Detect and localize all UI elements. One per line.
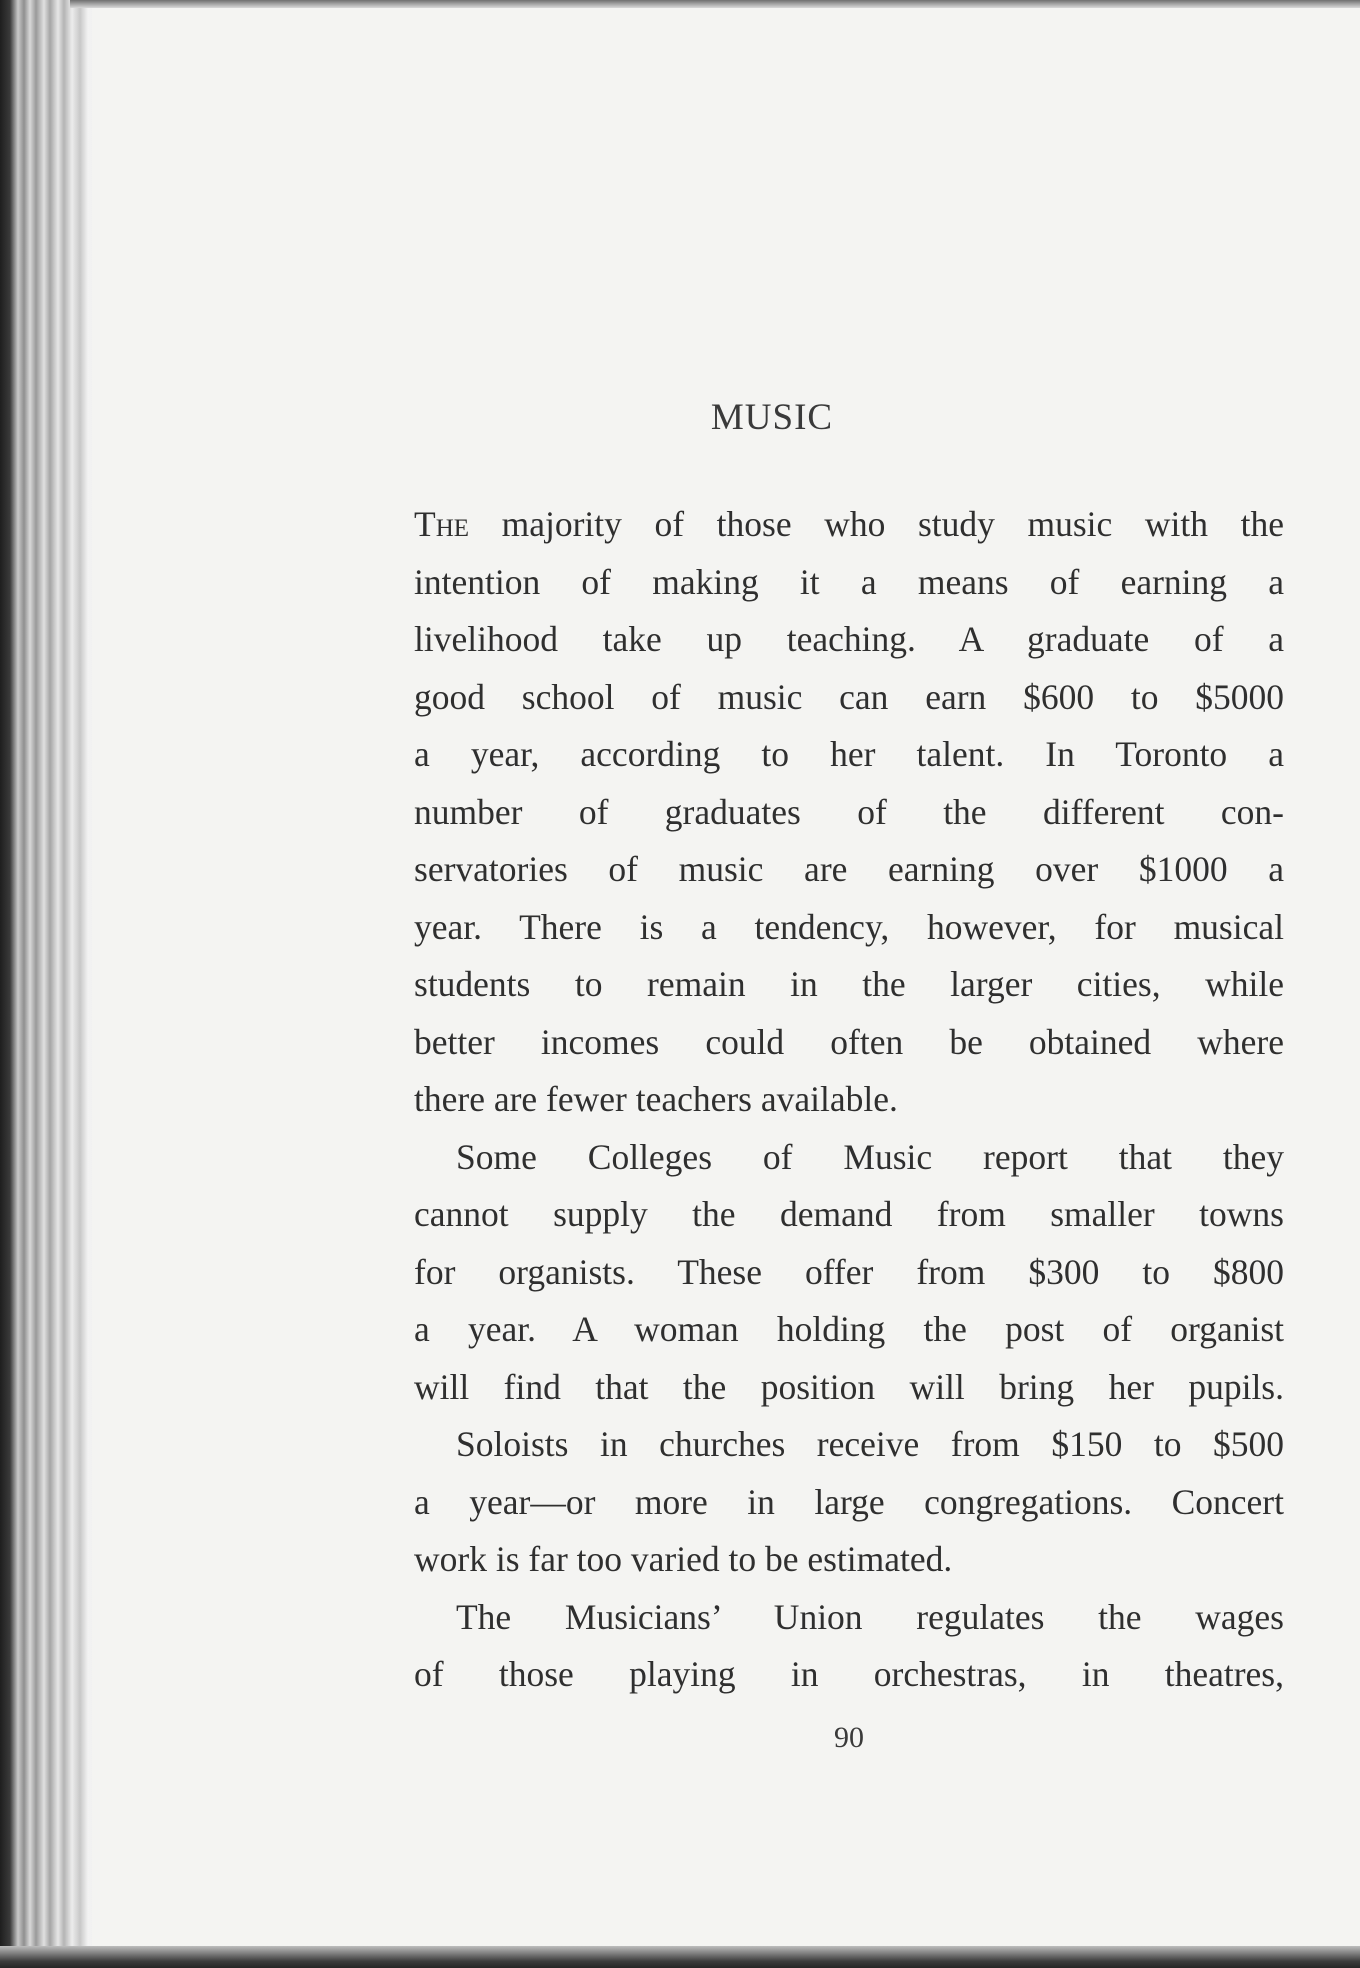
text-line: will find that the position will bring her pupils. — [414, 1366, 1284, 1407]
text-line: cannot supply the demand from smaller towns — [414, 1194, 1284, 1234]
text-line: of those playing in orchestras, in theatres, — [414, 1654, 1284, 1694]
text-line: work is far too varied to be estimated. — [414, 1539, 953, 1579]
text-line: number of graduates of the different con- — [414, 791, 1284, 832]
text-line: Soloists in churches receive from $150 to $500 — [456, 1424, 1284, 1464]
text-line: better incomes could often be obtained where — [414, 1021, 1284, 1062]
book-page — [92, 8, 1360, 1946]
paragraph-2 — [414, 1129, 1284, 1417]
text-line: livelihood take up teaching. A graduate of a — [414, 619, 1284, 659]
text-line: there are fewer teachers available. — [414, 1079, 898, 1119]
body-text — [414, 496, 1284, 1704]
page-number: 90 — [834, 1721, 864, 1754]
text-line: servatories of music are earning over $1000 a — [414, 849, 1284, 889]
chapter-heading: MUSIC — [710, 397, 834, 438]
paragraph-3 — [414, 1416, 1284, 1589]
text-line: The Musicians’ Union regulates the wages — [456, 1596, 1284, 1637]
text-line: intention of making it a means of earning a — [414, 561, 1284, 602]
text-line: a year. A woman holding the post of organist — [414, 1309, 1284, 1349]
text-line: a year, according to her talent. In Toronto a — [414, 734, 1284, 774]
paragraph-4 — [414, 1589, 1284, 1704]
paragraph-1 — [414, 496, 1284, 1129]
bottom-page-edge — [0, 1946, 1360, 1968]
text-line: year. There is a tendency, however, for musical — [414, 906, 1284, 947]
text-line: students to remain in the larger cities, while — [414, 964, 1284, 1004]
book-page-edges — [0, 0, 92, 1968]
text-line: The majority of those who study music with the — [414, 504, 1284, 544]
text-line: Some Colleges of Music report that they — [456, 1136, 1284, 1177]
text-line: good school of music can earn $600 to $5000 — [414, 676, 1284, 717]
text-line: for organists. These offer from $300 to $800 — [414, 1251, 1284, 1292]
top-page-edge — [70, 0, 1360, 8]
text-line: a year—or more in large congregations. Concert — [414, 1481, 1284, 1522]
